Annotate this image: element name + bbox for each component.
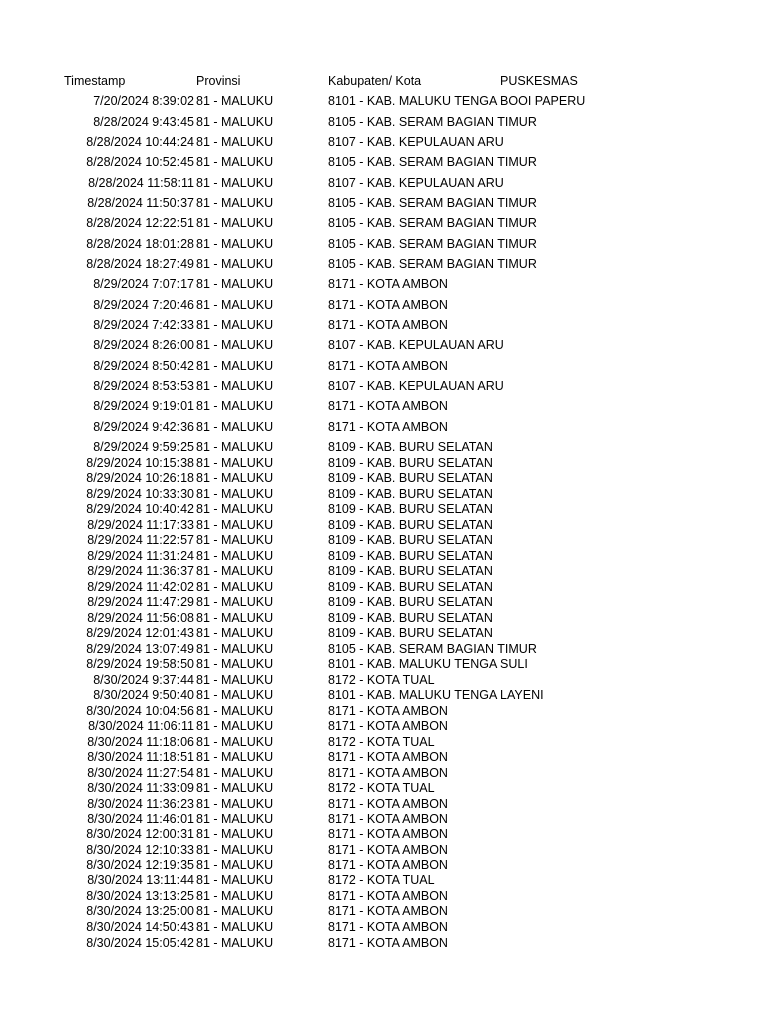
cell-provinsi[interactable]: 81 - MALUKU bbox=[196, 237, 274, 251]
cell-kabupaten-kota[interactable]: 8172 - KOTA TUAL bbox=[328, 873, 435, 887]
table-row bbox=[0, 780, 768, 796]
table-row bbox=[0, 297, 768, 313]
cell-timestamp[interactable]: 8/29/2024 11:17:33 bbox=[87, 518, 194, 532]
cell-timestamp[interactable]: 8/28/2024 11:58:11 bbox=[88, 176, 194, 190]
table-row bbox=[0, 656, 768, 672]
cell-provinsi[interactable]: 81 - MALUKU bbox=[196, 889, 274, 903]
table-row bbox=[0, 276, 768, 292]
table-row bbox=[0, 455, 768, 471]
cell-timestamp[interactable]: 8/29/2024 10:15:38 bbox=[86, 456, 194, 470]
table-row bbox=[0, 765, 768, 781]
cell-provinsi[interactable]: 81 - MALUKU bbox=[196, 595, 274, 609]
table-row bbox=[0, 734, 768, 750]
cell-timestamp[interactable]: 8/30/2024 12:10:33 bbox=[86, 843, 194, 857]
cell-timestamp[interactable]: 8/29/2024 7:20:46 bbox=[93, 298, 194, 312]
cell-timestamp[interactable]: 8/29/2024 11:47:29 bbox=[87, 595, 194, 609]
cell-timestamp[interactable]: 8/29/2024 9:59:25 bbox=[93, 440, 194, 454]
cell-provinsi[interactable]: 81 - MALUKU bbox=[196, 399, 274, 413]
table-row bbox=[0, 419, 768, 435]
cell-timestamp[interactable]: 8/29/2024 10:26:18 bbox=[86, 471, 194, 485]
cell-timestamp[interactable]: 8/30/2024 11:18:51 bbox=[87, 750, 194, 764]
cell-timestamp[interactable]: 8/29/2024 7:42:33 bbox=[93, 318, 194, 332]
cell-provinsi[interactable]: 81 - MALUKU bbox=[196, 487, 274, 501]
cell-kabupaten-kota[interactable]: 8171 - KOTA AMBON bbox=[328, 889, 448, 903]
cell-kabupaten-kota[interactable]: 8171 - KOTA AMBON bbox=[328, 843, 448, 857]
table-row bbox=[0, 548, 768, 564]
cell-timestamp[interactable]: 8/29/2024 11:42:02 bbox=[87, 580, 194, 594]
cell-kabupaten-kota[interactable]: 8109 - KAB. BURU SELATAN bbox=[328, 595, 493, 609]
cell-provinsi[interactable]: 81 - MALUKU bbox=[196, 155, 274, 169]
cell-timestamp[interactable]: 8/29/2024 9:42:36 bbox=[93, 420, 194, 434]
table-row bbox=[0, 215, 768, 231]
cell-kabupaten-kota[interactable]: 8109 - KAB. BURU SELATAN bbox=[328, 533, 493, 547]
cell-provinsi[interactable]: 81 - MALUKU bbox=[196, 704, 274, 718]
cell-timestamp[interactable]: 8/30/2024 11:36:23 bbox=[87, 797, 194, 811]
cell-kabupaten-kota[interactable]: 8109 - KAB. BURU SELATAN bbox=[328, 518, 493, 532]
cell-kabupaten-kota[interactable]: 8171 - KOTA AMBON bbox=[328, 797, 448, 811]
cell-provinsi[interactable]: 81 - MALUKU bbox=[196, 318, 274, 332]
cell-timestamp[interactable]: 7/20/2024 8:39:02 bbox=[93, 94, 194, 108]
table-row bbox=[0, 625, 768, 641]
cell-kabupaten-kota[interactable]: 8107 - KAB. KEPULAUAN ARU bbox=[328, 176, 504, 190]
cell-kabupaten-kota[interactable]: 8101 - KAB. MALUKU TENGA SULI bbox=[328, 657, 528, 671]
cell-timestamp[interactable]: 8/28/2024 11:50:37 bbox=[87, 196, 194, 210]
cell-kabupaten-kota[interactable]: 8171 - KOTA AMBON bbox=[328, 399, 448, 413]
cell-timestamp[interactable]: 8/30/2024 11:46:01 bbox=[87, 812, 194, 826]
cell-provinsi[interactable]: 81 - MALUKU bbox=[196, 176, 274, 190]
cell-provinsi[interactable]: 81 - MALUKU bbox=[196, 735, 274, 749]
table-row bbox=[0, 532, 768, 548]
cell-provinsi[interactable]: 81 - MALUKU bbox=[196, 904, 274, 918]
cell-kabupaten-kota[interactable]: 8109 - KAB. BURU SELATAN bbox=[328, 611, 493, 625]
cell-timestamp[interactable]: 8/29/2024 8:50:42 bbox=[93, 359, 194, 373]
cell-kabupaten-kota[interactable]: 8105 - KAB. SERAM BAGIAN TIMUR bbox=[328, 216, 537, 230]
cell-provinsi[interactable]: 81 - MALUKU bbox=[196, 673, 274, 687]
table-row bbox=[0, 687, 768, 703]
table-row bbox=[0, 256, 768, 272]
cell-provinsi[interactable]: 81 - MALUKU bbox=[196, 277, 274, 291]
cell-provinsi[interactable]: 81 - MALUKU bbox=[196, 719, 274, 733]
cell-timestamp[interactable]: 8/30/2024 12:19:35 bbox=[86, 858, 194, 872]
cell-kabupaten-kota[interactable]: 8171 - KOTA AMBON bbox=[328, 359, 448, 373]
cell-kabupaten-kota[interactable]: 8171 - KOTA AMBON bbox=[328, 858, 448, 872]
cell-provinsi[interactable]: 81 - MALUKU bbox=[196, 812, 274, 826]
cell-timestamp[interactable]: 8/29/2024 19:58:50 bbox=[86, 657, 194, 671]
cell-provinsi[interactable]: 81 - MALUKU bbox=[196, 135, 274, 149]
cell-provinsi[interactable]: 81 - MALUKU bbox=[196, 781, 274, 795]
cell-kabupaten-kota[interactable]: 8171 - KOTA AMBON bbox=[328, 420, 448, 434]
cell-kabupaten-kota[interactable]: 8109 - KAB. BURU SELATAN bbox=[328, 487, 493, 501]
table-row bbox=[0, 749, 768, 765]
cell-provinsi[interactable]: 81 - MALUKU bbox=[196, 549, 274, 563]
cell-timestamp[interactable]: 8/29/2024 13:07:49 bbox=[86, 642, 194, 656]
table-row bbox=[0, 796, 768, 812]
header-provinsi[interactable]: Provinsi bbox=[196, 74, 241, 88]
cell-provinsi[interactable]: 81 - MALUKU bbox=[196, 657, 274, 671]
cell-provinsi[interactable]: 81 - MALUKU bbox=[196, 518, 274, 532]
cell-timestamp[interactable]: 8/30/2024 9:50:40 bbox=[93, 688, 194, 702]
table-row bbox=[0, 470, 768, 486]
cell-kabupaten-kota[interactable]: 8172 - KOTA TUAL bbox=[328, 735, 435, 749]
cell-kabupaten-kota[interactable]: 8105 - KAB. SERAM BAGIAN TIMUR bbox=[328, 257, 537, 271]
cell-kabupaten-kota[interactable]: 8171 - KOTA AMBON bbox=[328, 318, 448, 332]
table-row bbox=[0, 811, 768, 827]
cell-provinsi[interactable]: 81 - MALUKU bbox=[196, 920, 274, 934]
cell-kabupaten-kota[interactable]: 8171 - KOTA AMBON bbox=[328, 704, 448, 718]
cell-provinsi[interactable]: 81 - MALUKU bbox=[196, 440, 274, 454]
cell-provinsi[interactable]: 81 - MALUKU bbox=[196, 580, 274, 594]
table-row bbox=[0, 114, 768, 130]
table-row bbox=[0, 337, 768, 353]
table-row bbox=[0, 317, 768, 333]
cell-provinsi[interactable]: 81 - MALUKU bbox=[196, 379, 274, 393]
cell-provinsi[interactable]: 81 - MALUKU bbox=[196, 827, 274, 841]
table-row bbox=[0, 563, 768, 579]
table-row bbox=[0, 594, 768, 610]
table-row bbox=[0, 439, 768, 455]
cell-kabupaten-kota[interactable]: 8109 - KAB. BURU SELATAN bbox=[328, 549, 493, 563]
cell-timestamp[interactable]: 8/30/2024 13:13:25 bbox=[86, 889, 194, 903]
cell-provinsi[interactable]: 81 - MALUKU bbox=[196, 843, 274, 857]
cell-kabupaten-kota[interactable]: 8105 - KAB. SERAM BAGIAN TIMUR bbox=[328, 115, 537, 129]
cell-kabupaten-kota[interactable]: 8107 - KAB. KEPULAUAN ARU bbox=[328, 135, 504, 149]
table-row bbox=[0, 517, 768, 533]
cell-provinsi[interactable]: 81 - MALUKU bbox=[196, 359, 274, 373]
table-row bbox=[0, 672, 768, 688]
table-row bbox=[0, 134, 768, 150]
cell-provinsi[interactable]: 81 - MALUKU bbox=[196, 936, 274, 950]
cell-timestamp[interactable]: 8/28/2024 18:01:28 bbox=[86, 237, 194, 251]
cell-timestamp[interactable]: 8/29/2024 8:26:00 bbox=[93, 338, 194, 352]
cell-provinsi[interactable]: 81 - MALUKU bbox=[196, 216, 274, 230]
table-row bbox=[0, 358, 768, 374]
table-row bbox=[0, 398, 768, 414]
cell-provinsi[interactable]: 81 - MALUKU bbox=[196, 611, 274, 625]
cell-timestamp[interactable]: 8/29/2024 10:40:42 bbox=[86, 502, 194, 516]
cell-timestamp[interactable]: 8/29/2024 8:53:53 bbox=[93, 379, 194, 393]
cell-kabupaten-kota[interactable]: 8109 - KAB. BURU SELATAN bbox=[328, 502, 493, 516]
cell-timestamp[interactable]: 8/28/2024 9:43:45 bbox=[93, 115, 194, 129]
table-row bbox=[0, 610, 768, 626]
cell-timestamp[interactable]: 8/30/2024 11:27:54 bbox=[87, 766, 194, 780]
cell-provinsi[interactable]: 81 - MALUKU bbox=[196, 471, 274, 485]
cell-kabupaten-kota[interactable]: 8109 - KAB. BURU SELATAN bbox=[328, 564, 493, 578]
table-row bbox=[0, 641, 768, 657]
cell-provinsi[interactable]: 81 - MALUKU bbox=[196, 873, 274, 887]
cell-kabupaten-kota[interactable]: 8105 - KAB. SERAM BAGIAN TIMUR bbox=[328, 196, 537, 210]
cell-kabupaten-kota[interactable]: 8101 - KAB. MALUKU TENGA BOOI PAPERU bbox=[328, 94, 586, 108]
cell-kabupaten-kota[interactable]: 8107 - KAB. KEPULAUAN ARU bbox=[328, 379, 504, 393]
cell-kabupaten-kota[interactable]: 8109 - KAB. BURU SELATAN bbox=[328, 456, 493, 470]
cell-kabupaten-kota[interactable]: 8172 - KOTA TUAL bbox=[328, 673, 435, 687]
cell-provinsi[interactable]: 81 - MALUKU bbox=[196, 338, 274, 352]
table-row bbox=[0, 236, 768, 252]
cell-provinsi[interactable]: 81 - MALUKU bbox=[196, 766, 274, 780]
table-row bbox=[0, 857, 768, 873]
header-row bbox=[0, 73, 768, 90]
cell-timestamp[interactable]: 8/30/2024 12:00:31 bbox=[86, 827, 194, 841]
cell-provinsi[interactable]: 81 - MALUKU bbox=[196, 420, 274, 434]
cell-kabupaten-kota[interactable]: 8171 - KOTA AMBON bbox=[328, 904, 448, 918]
cell-timestamp[interactable]: 8/30/2024 15:05:42 bbox=[86, 936, 194, 950]
table-row bbox=[0, 888, 768, 904]
table-row bbox=[0, 935, 768, 951]
cell-timestamp[interactable]: 8/30/2024 13:25:00 bbox=[86, 904, 194, 918]
cell-kabupaten-kota[interactable]: 8109 - KAB. BURU SELATAN bbox=[328, 626, 493, 640]
table-row bbox=[0, 175, 768, 191]
cell-timestamp[interactable]: 8/30/2024 10:04:56 bbox=[86, 704, 194, 718]
cell-kabupaten-kota[interactable]: 8109 - KAB. BURU SELATAN bbox=[328, 471, 493, 485]
table-row bbox=[0, 718, 768, 734]
cell-kabupaten-kota[interactable]: 8171 - KOTA AMBON bbox=[328, 936, 448, 950]
cell-timestamp[interactable]: 8/29/2024 7:07:17 bbox=[93, 277, 194, 291]
cell-timestamp[interactable]: 8/28/2024 10:44:24 bbox=[86, 135, 194, 149]
cell-kabupaten-kota[interactable]: 8105 - KAB. SERAM BAGIAN TIMUR bbox=[328, 155, 537, 169]
cell-provinsi[interactable]: 81 - MALUKU bbox=[196, 750, 274, 764]
table-row bbox=[0, 501, 768, 517]
table-row bbox=[0, 154, 768, 170]
table-row bbox=[0, 872, 768, 888]
cell-kabupaten-kota[interactable]: 8107 - KAB. KEPULAUAN ARU bbox=[328, 338, 504, 352]
cell-kabupaten-kota[interactable]: 8109 - KAB. BURU SELATAN bbox=[328, 440, 493, 454]
table-row bbox=[0, 195, 768, 211]
cell-provinsi[interactable]: 81 - MALUKU bbox=[196, 688, 274, 702]
cell-timestamp[interactable]: 8/29/2024 11:22:57 bbox=[87, 533, 194, 547]
cell-kabupaten-kota[interactable]: 8171 - KOTA AMBON bbox=[328, 812, 448, 826]
cell-kabupaten-kota[interactable]: 8105 - KAB. SERAM BAGIAN TIMUR bbox=[328, 642, 537, 656]
cell-timestamp[interactable]: 8/30/2024 13:11:44 bbox=[87, 873, 194, 887]
cell-timestamp[interactable]: 8/30/2024 11:06:11 bbox=[88, 719, 194, 733]
cell-kabupaten-kota[interactable]: 8172 - KOTA TUAL bbox=[328, 781, 435, 795]
table-row bbox=[0, 579, 768, 595]
cell-kabupaten-kota[interactable]: 8101 - KAB. MALUKU TENGA LAYENI bbox=[328, 688, 544, 702]
table-row bbox=[0, 93, 768, 109]
header-puskesmas[interactable]: PUSKESMAS bbox=[500, 74, 578, 88]
cell-provinsi[interactable]: 81 - MALUKU bbox=[196, 642, 274, 656]
cell-provinsi[interactable]: 81 - MALUKU bbox=[196, 115, 274, 129]
cell-provinsi[interactable]: 81 - MALUKU bbox=[196, 564, 274, 578]
cell-timestamp[interactable]: 8/28/2024 12:22:51 bbox=[86, 216, 194, 230]
cell-provinsi[interactable]: 81 - MALUKU bbox=[196, 298, 274, 312]
cell-provinsi[interactable]: 81 - MALUKU bbox=[196, 456, 274, 470]
cell-timestamp[interactable]: 8/30/2024 11:33:09 bbox=[87, 781, 194, 795]
cell-kabupaten-kota[interactable]: 8171 - KOTA AMBON bbox=[328, 277, 448, 291]
cell-kabupaten-kota[interactable]: 8171 - KOTA AMBON bbox=[328, 766, 448, 780]
table-row bbox=[0, 842, 768, 858]
cell-kabupaten-kota[interactable]: 8105 - KAB. SERAM BAGIAN TIMUR bbox=[328, 237, 537, 251]
table-row bbox=[0, 486, 768, 502]
table-row bbox=[0, 703, 768, 719]
table-row bbox=[0, 919, 768, 935]
cell-timestamp[interactable]: 8/30/2024 11:18:06 bbox=[87, 735, 194, 749]
cell-kabupaten-kota[interactable]: 8171 - KOTA AMBON bbox=[328, 827, 448, 841]
cell-provinsi[interactable]: 81 - MALUKU bbox=[196, 533, 274, 547]
header-kabupaten-kota[interactable]: Kabupaten/ Kota bbox=[328, 74, 422, 88]
cell-kabupaten-kota[interactable]: 8171 - KOTA AMBON bbox=[328, 750, 448, 764]
cell-timestamp[interactable]: 8/29/2024 11:36:37 bbox=[87, 564, 194, 578]
cell-timestamp[interactable]: 8/29/2024 12:01:43 bbox=[86, 626, 194, 640]
cell-kabupaten-kota[interactable]: 8171 - KOTA AMBON bbox=[328, 719, 448, 733]
cell-timestamp[interactable]: 8/29/2024 10:33:30 bbox=[86, 487, 194, 501]
cell-provinsi[interactable]: 81 - MALUKU bbox=[196, 626, 274, 640]
cell-provinsi[interactable]: 81 - MALUKU bbox=[196, 94, 274, 108]
table-row bbox=[0, 378, 768, 394]
header-timestamp[interactable]: Timestamp bbox=[64, 74, 126, 88]
cell-provinsi[interactable]: 81 - MALUKU bbox=[196, 196, 274, 210]
cell-provinsi[interactable]: 81 - MALUKU bbox=[196, 858, 274, 872]
cell-timestamp[interactable]: 8/29/2024 9:19:01 bbox=[93, 399, 194, 413]
cell-timestamp[interactable]: 8/28/2024 18:27:49 bbox=[86, 257, 194, 271]
cell-kabupaten-kota[interactable]: 8171 - KOTA AMBON bbox=[328, 920, 448, 934]
cell-timestamp[interactable]: 8/30/2024 14:50:43 bbox=[86, 920, 194, 934]
cell-provinsi[interactable]: 81 - MALUKU bbox=[196, 502, 274, 516]
cell-kabupaten-kota[interactable]: 8171 - KOTA AMBON bbox=[328, 298, 448, 312]
table-row bbox=[0, 826, 768, 842]
cell-kabupaten-kota[interactable]: 8109 - KAB. BURU SELATAN bbox=[328, 580, 493, 594]
cell-timestamp[interactable]: 8/28/2024 10:52:45 bbox=[86, 155, 194, 169]
cell-provinsi[interactable]: 81 - MALUKU bbox=[196, 257, 274, 271]
cell-provinsi[interactable]: 81 - MALUKU bbox=[196, 797, 274, 811]
table-row bbox=[0, 903, 768, 919]
cell-timestamp[interactable]: 8/29/2024 11:31:24 bbox=[87, 549, 194, 563]
cell-timestamp[interactable]: 8/29/2024 11:56:08 bbox=[87, 611, 194, 625]
cell-timestamp[interactable]: 8/30/2024 9:37:44 bbox=[93, 673, 194, 687]
